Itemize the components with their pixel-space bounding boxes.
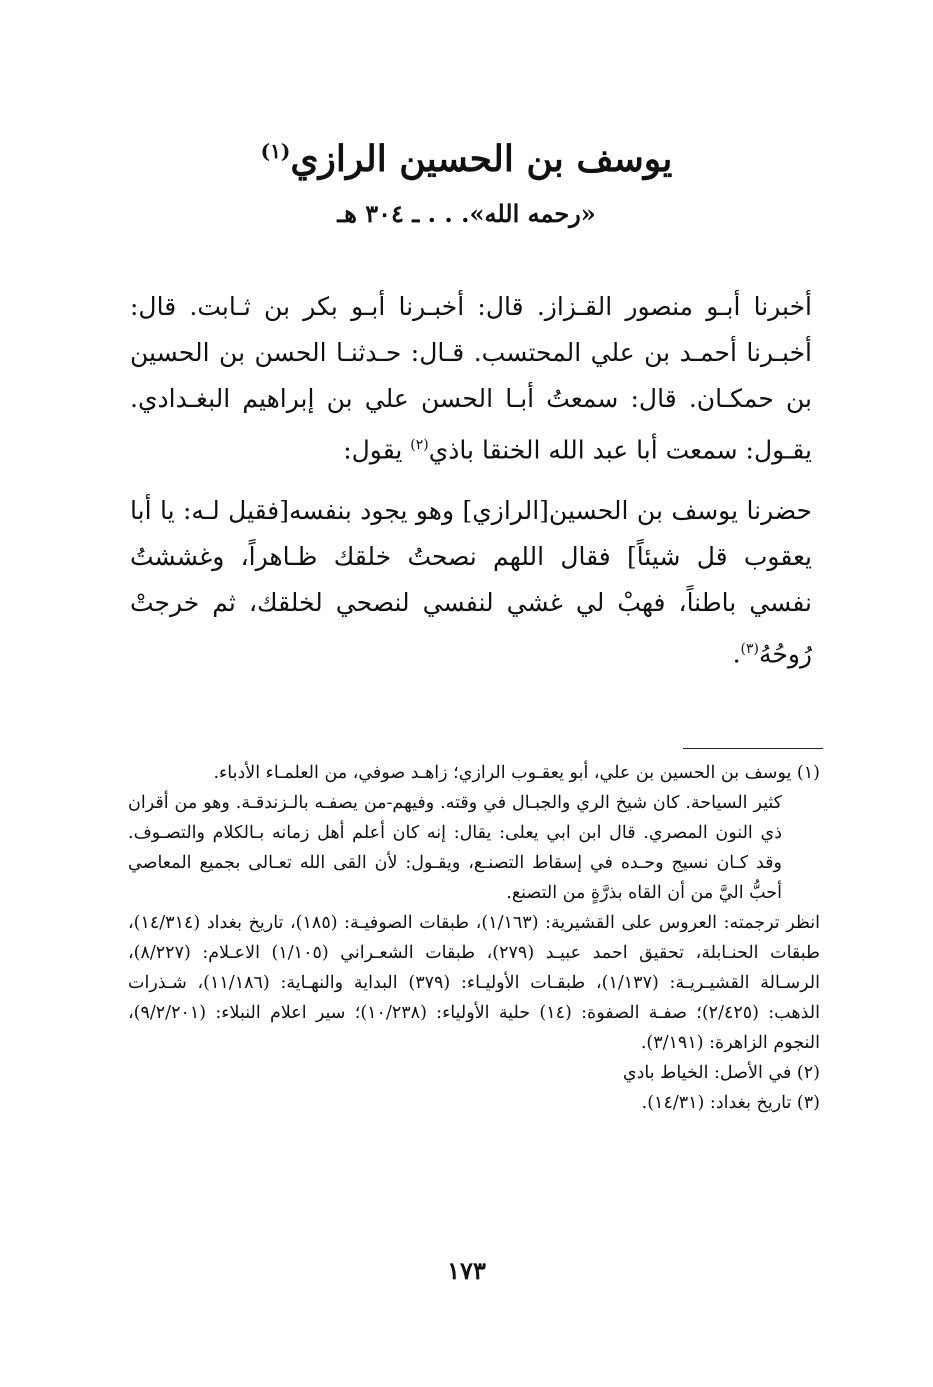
footnote-1-body: كثير السياحة. كان شيخ الري والجبـال في وقته. وفيهم-من يصفـه بالـزندقـة. وهو من أقران ذي النون المصري. قال ابن ابي يعلى: يقال: إنه كان أعلم أهل زمانه بـالكلام والتصـوف. وقد كـان نسيج وحـده في إسقاط التصنـع، ويقـول: لأن القى الله تعـالى بجميع المعاصي أحبُّ اليَّ من أن القاه بذرَّةٍ من التصنع. [128,793,782,903]
paragraph-narration-end: . [732,639,741,669]
page-number: ١٧٣ [447,1256,486,1285]
footnotes [128,758,820,1118]
title-text: يوسف بن الحسين الرازي [290,138,673,180]
paragraph-isnad-text: أخبرنا أبـو منصور القـزاز. قال: أخبـرنا أبـو بكر بن ثـابت. قال: أخبـرنا أحمـد بن علي المحتسب. قـال: حـدثنـا الحسن بن الحسين بن حمكـان. قال: سمعتُ أبـا الحسن علي بن إبراهيم البغـدادي. يقـول: سمعت أبا عبد الله الخنقا باذي [130,292,812,465]
page-title [140,126,793,184]
paragraph-isnad [130,284,812,473]
paragraph-narration [130,488,812,677]
subtitle-date: «رحمه الله». . . ـ ٣٠٤ هـ [337,199,596,228]
footnote-3: (٣) تاريخ بغداد: (١٤/٣١). [641,1093,820,1113]
footnote-divider [683,748,823,749]
paragraph-isnad-end: يقول: [343,435,411,465]
paragraph-narration-text: حضرنا يوسف بن الحسين[الرازي] وهو يجود بنفسه[فقيل لـه: يا أبا يعقوب قل شيئاً] فقال اللهم نصحتُ خلقك ظـاهراً، وغششتُ نفسي باطناً، فهبْ لي غشي لنفسي لنصحي لخلقك، ثم خرجتْ رُوحُهُ [130,496,812,669]
footnote-marker-2: (٢) [410,437,429,453]
footnote-1-first-line: (١) يوسف بن الحسين بن علي، أبو يعقـوب الرازي؛ زاهـد صوفي، من العلمـاء الأدباء. [213,763,820,783]
footnote-2: (٢) في الأصل: الخياط بادي [622,1063,820,1083]
footnote-1-references: انظر ترجمته: العروس على القشيرية: (١/١٦٣)، طبقات الصوفيـة: (١٨٥)، تاريخ بغداد (١٤/٣١٤)، طبقات الحنـابلة، تحقيق احمد عبيـد (٢٧٩)، طبقات الشعـراني (١/١٠٥) الاعـلام: (٨/٢٢٧)، الرسـالة القشيـريـة: (١/١٣٧)، طبقـات الأوليـاء: (٣٧٩) البداية والنهـاية: (١١/١٨٦)، شـذرات الذهب: (٢/٤٢٥)؛ صفـة الصفوة: (١٤) حلية الأولياء: (١٠/٢٣٨)؛ سير اعلام النبلاء: (٩/٢/٢٠١)، النجوم الزاهرة: (٣/١٩١). [128,913,821,1053]
title-footnote-marker: (١) [260,139,291,163]
footnote-marker-3: (٣) [740,641,759,657]
